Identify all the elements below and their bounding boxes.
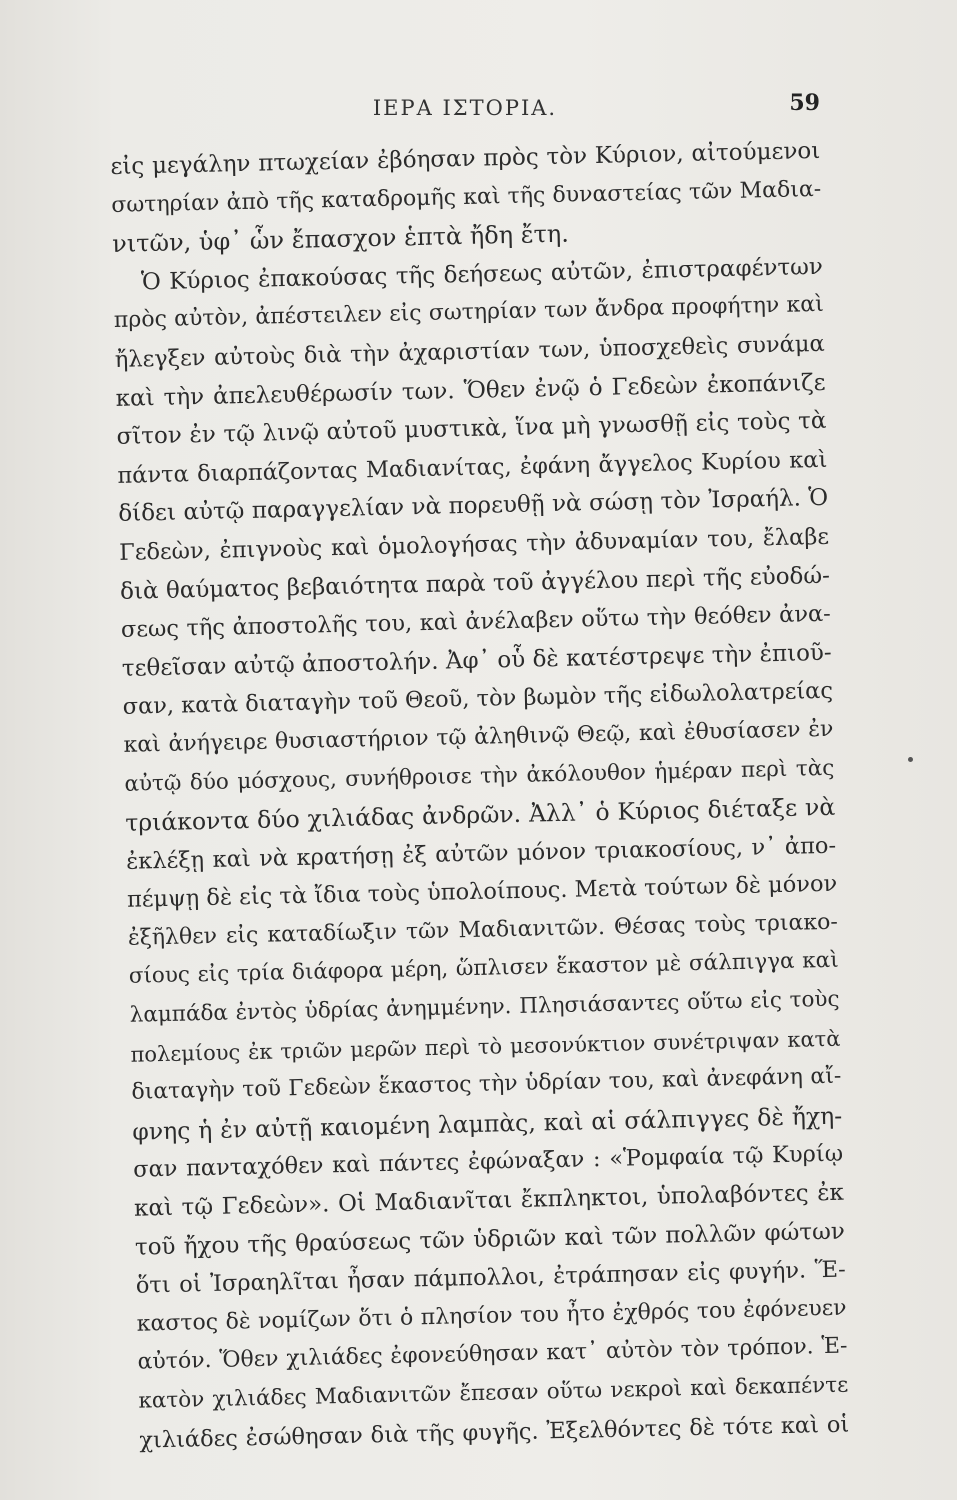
text-line: τριάκοντα δύο χιλιάδας ἀνδρῶν. Ἀλλ᾽ ὁ Κύριος διέταξε νὰ bbox=[124, 792, 836, 837]
text-line: φνης ἡ ἐν αὐτῇ καιομένη λαμπὰς, καὶ αἱ σάλπιγγες δὲ ἤχη- bbox=[132, 1101, 843, 1146]
page-number: 59 bbox=[789, 90, 820, 116]
text-line: ἤλεγξεν αὐτοὺς διὰ τὴν ἀχαριστίαν των, ὑποσχεθεὶς συνάμα bbox=[114, 330, 825, 373]
text-line: καστος δὲ νομίζων ὅτι ὁ πλησίον του ἦτο ἐχθρός του ἐφόνευεν bbox=[136, 1295, 847, 1337]
ink-speck bbox=[908, 757, 913, 762]
text-line: Ὁ Κύριος ἐπακούσας τῆς δεήσεως αὐτῶν, ἐπιστραφέντων bbox=[140, 253, 824, 296]
text-line: καὶ τῷ Γεδεὼν». Οἱ Μαδιανῖται ἔκπληκτοι, ὑπολαβόντες ἐκ bbox=[133, 1179, 845, 1222]
text-line: πολεμίους ἐκ τριῶν μερῶν περὶ τὸ μεσονύκτιον συνέτριψαν κατὰ bbox=[130, 1026, 841, 1067]
text-line: ἐξῆλθεν εἰς καταδίωξιν τῶν Μαδιανιτῶν. Θέσας τοὺς τριακο- bbox=[127, 909, 839, 951]
text-line: αὐτόν. Ὅθεν χιλιάδες ἐφονεύθησαν κατ᾽ αὐτὸν τὸν τρόπον. Ἑ- bbox=[137, 1333, 848, 1376]
text-line: πρὸς αὐτὸν, ἀπέστειλεν εἰς σωτηρίαν των ἄνδρα προφήτην καὶ bbox=[113, 292, 825, 334]
text-line: πάντα διαρπάζοντας Μαδιανίτας, ἐφάνη ἄγγελος Κυρίου καὶ bbox=[117, 446, 828, 489]
text-line: Γεδεὼν, ἐπιγνοὺς καὶ ὁμολογήσας τὴν ἀδυναμίαν του, ἔλαβε bbox=[118, 523, 830, 566]
text-line: λαμπάδα ἐντὸς ὑδρίας ἀνημμένην. Πλησιάσαντες οὕτω εἰς τοὺς bbox=[129, 986, 840, 1028]
text-line: σῖτον ἐν τῷ λινῷ αὐτοῦ μυστικὰ, ἵνα μὴ γνωσθῇ εἰς τοὺς τὰ bbox=[116, 407, 827, 451]
text-line: σεως τῆς ἀποστολῆς του, καὶ ἀνέλαβεν οὕτω τὴν θεόθεν ἀνα- bbox=[120, 600, 832, 643]
text-line: καὶ ἀνήγειρε θυσιαστήριον τῷ ἀληθινῷ Θεῷ, καὶ ἐθυσίασεν ἐν bbox=[123, 716, 834, 758]
text-line: αὐτῷ δύο μόσχους, συνήθροισε τὴν ἀκόλουθον ἡμέραν περὶ τὰς bbox=[124, 755, 835, 797]
text-line: διὰ θαύματος βεβαιότητα παρὰ τοῦ ἀγγέλου περὶ τῆς εὐοδώ- bbox=[119, 562, 831, 605]
text-line: ἐκλέξῃ καὶ νὰ κρατήσῃ ἐξ αὐτῶν μόνον τριακοσίους, ν᾽ ἀπο- bbox=[125, 832, 837, 875]
body-text bbox=[110, 132, 850, 1460]
text-line: εἰς μεγάλην πτωχείαν ἐβόησαν πρὸς τὸν Κύριον, αἰτούμενοι bbox=[110, 137, 821, 180]
text-line: κατὸν χιλιάδες Μαδιανιτῶν ἔπεσαν οὕτω νεκροὶ καὶ δεκαπέντε bbox=[138, 1372, 849, 1414]
text-line: σίους εἰς τρία διάφορα μέρη, ὥπλισεν ἕκαστον μὲ σάλπιγγα καὶ bbox=[128, 948, 839, 990]
text-line: χιλιάδες ἐσώθησαν διὰ τῆς φυγῆς. Ἐξελθόντες δὲ τότε καὶ οἱ bbox=[139, 1411, 850, 1454]
text-line: σαν πανταχόθεν καὶ πάντες ἐφώναξαν : «Ῥομφαία τῷ Κυρίῳ bbox=[132, 1141, 844, 1184]
text-line: πέμψῃ δὲ εἰς τὰ ἴδια τοὺς ὑπολοίπους. Μετὰ τούτων δὲ μόνον bbox=[126, 870, 838, 914]
text-line: τεθεῖσαν αὐτῷ ἀποστολήν. Ἀφ᾽ οὗ δὲ κατέστρεψε τὴν ἐπιοῦ- bbox=[121, 639, 832, 682]
text-line: σωτηρίαν ἀπὸ τῆς καταδρομῆς καὶ τῆς δυναστείας τῶν Μαδια- bbox=[111, 176, 822, 218]
text-line: τοῦ ἤχου τῆς θραύσεως τῶν ὑδριῶν καὶ τῶν πολλῶν φώτων bbox=[134, 1218, 846, 1261]
text-line: νιτῶν, ὑφ᾽ ὧν ἔπασχον ἑπτὰ ἤδη ἔτη. bbox=[111, 219, 570, 259]
text-line: καὶ τὴν ἀπελευθέρωσίν των. Ὅθεν ἐνῷ ὁ Γεδεὼν ἐκοπάνιζε bbox=[115, 369, 826, 412]
page-header bbox=[110, 90, 820, 136]
text-line: δίδει αὐτῷ παραγγελίαν νὰ πορευθῇ νὰ σώσῃ τὸν Ἰσραήλ. Ὁ bbox=[118, 485, 829, 528]
text-line: σαν, κατὰ διαταγὴν τοῦ Θεοῦ, τὸν βωμὸν τῆς εἰδωλολατρείας bbox=[122, 678, 834, 721]
text-line: διαταγὴν τοῦ Γεδεὼν ἕκαστος τὴν ὑδρίαν του, καὶ ἀνεφάνη αἴ- bbox=[131, 1063, 842, 1106]
running-title: ΙΕΡΑ ΙΣΤΟΡΙΑ. bbox=[372, 96, 558, 120]
text-line: ὅτι οἱ Ἰσραηλῖται ἦσαν πάμπολλοι, ἐτράπησαν εἰς φυγήν. Ἕ- bbox=[135, 1256, 846, 1299]
